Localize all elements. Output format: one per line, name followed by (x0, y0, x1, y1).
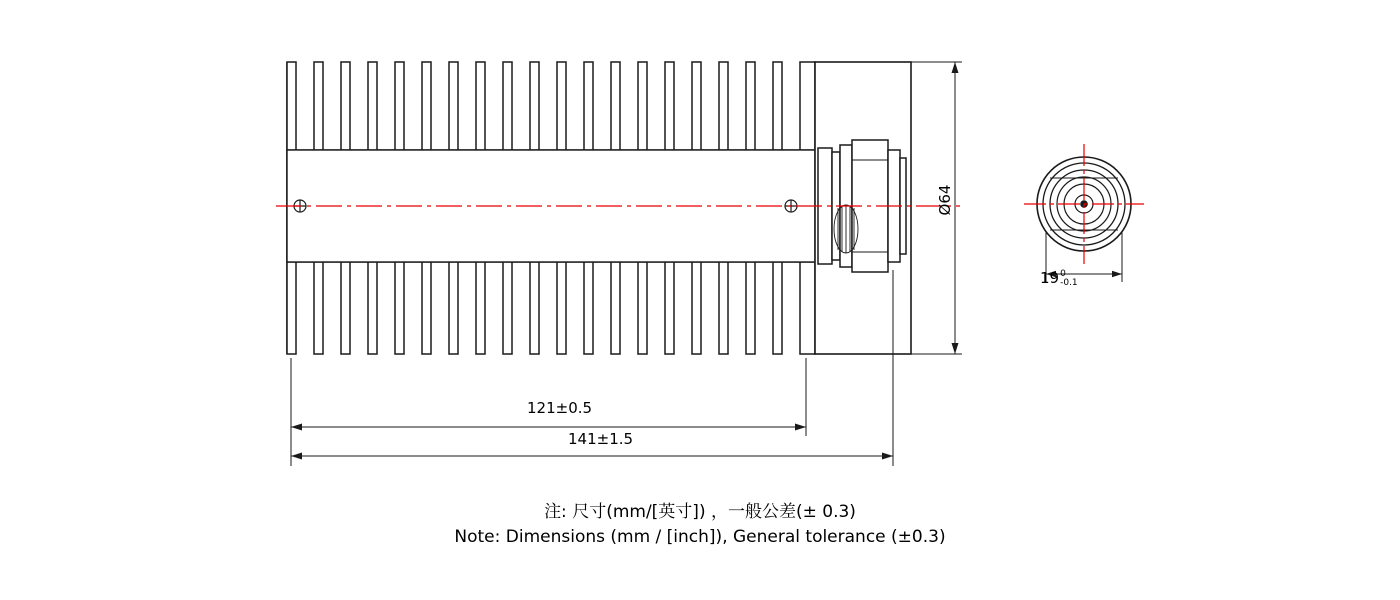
dimension-label-length-overall: 141±1.5 (568, 430, 634, 448)
connector-knurl-detail (834, 205, 858, 253)
dimension-label-diameter: Ø64 (936, 184, 954, 216)
note-line-chinese: 注: 尺寸(mm/[英寸]) ，一般公差(± 0.3) (544, 502, 856, 522)
connector-width-value: 19 (1040, 269, 1060, 287)
connector-width-upper-tol: 0 (1060, 268, 1066, 279)
connector-width-lower-tol: -0.1 (1060, 277, 1078, 288)
end-view (1024, 144, 1144, 264)
side-view (276, 62, 960, 354)
dimension-label-length-body: 121±0.5 (527, 399, 593, 417)
dimension-label-connector-width (1040, 268, 1078, 288)
notes-block (0, 500, 1400, 549)
dimension-length-body (291, 358, 806, 436)
note-line-english: Note: Dimensions (mm / [inch]), General tolerance (±0.3) (454, 526, 946, 547)
